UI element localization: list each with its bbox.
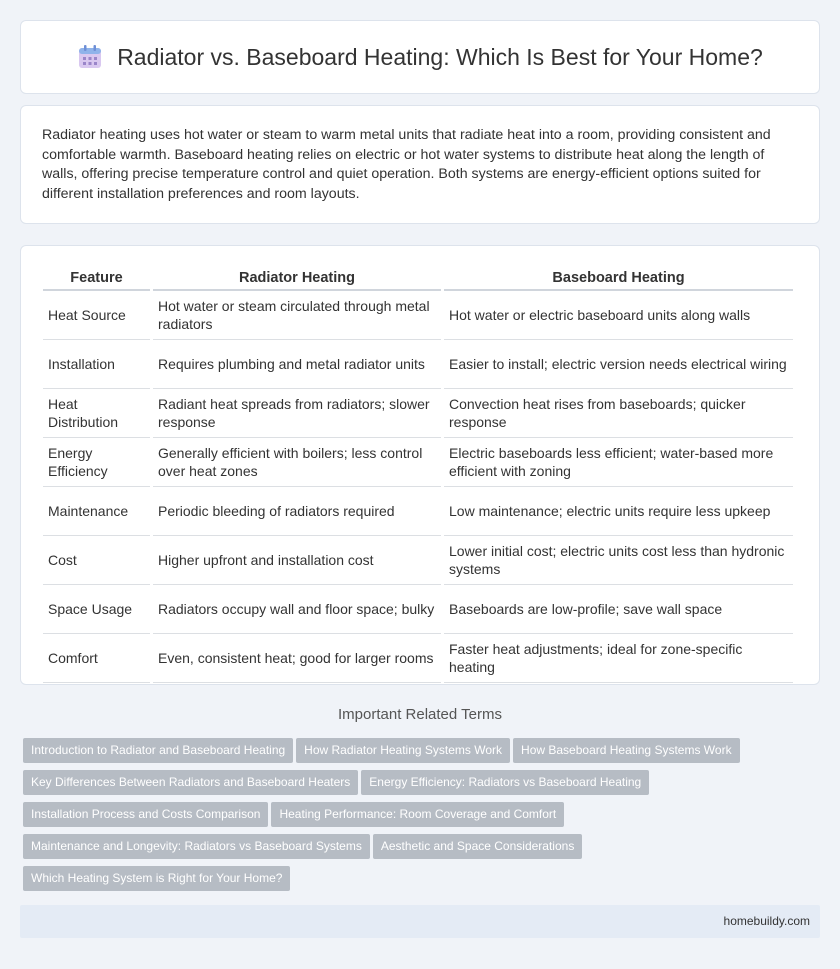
radiator-cell: Periodic bleeding of radiators required	[153, 487, 441, 536]
feature-cell: Maintenance	[43, 487, 150, 536]
radiator-cell: Requires plumbing and metal radiator units	[153, 340, 441, 389]
radiator-cell: Even, consistent heat; good for larger rooms	[153, 634, 441, 683]
comparison-table	[40, 264, 796, 683]
baseboard-cell: Lower initial cost; electric units cost less than hydronic systems	[444, 536, 793, 585]
radiator-cell: Radiant heat spreads from radiators; slower response	[153, 389, 441, 438]
term-tag[interactable]: Aesthetic and Space Considerations	[373, 834, 582, 859]
radiator-cell: Radiators occupy wall and floor space; bulky	[153, 585, 441, 634]
term-tag[interactable]: Heating Performance: Room Coverage and Comfort	[271, 802, 564, 827]
related-terms-title: Important Related Terms	[338, 706, 502, 723]
table-row	[43, 536, 793, 585]
term-tag[interactable]: How Baseboard Heating Systems Work	[513, 738, 740, 763]
baseboard-cell: Baseboards are low-profile; save wall space	[444, 585, 793, 634]
title-card	[20, 20, 820, 94]
footer-site[interactable]: homebuildy.com	[723, 914, 810, 928]
feature-cell: Comfort	[43, 634, 150, 683]
radiator-cell: Hot water or steam circulated through metal radiators	[153, 291, 441, 340]
radiator-cell: Higher upfront and installation cost	[153, 536, 441, 585]
feature-cell: Heat Distribution	[43, 389, 150, 438]
baseboard-cell: Low maintenance; electric units require less upkeep	[444, 487, 793, 536]
term-tag[interactable]: Key Differences Between Radiators and Baseboard Heaters	[23, 770, 358, 795]
table-row	[43, 291, 793, 340]
feature-cell: Energy Efficiency	[43, 438, 150, 487]
table-row	[43, 438, 793, 487]
intro-text: Radiator heating uses hot water or steam to warm metal units that radiate heat into a room, providing consistent and comfortable warmth. Baseboard heating relies on electric or hot water systems to distribute heat along the length of walls, offering precise temperature control and quiet operation. Both systems are energy-efficient options suited for different installation preferences and room layouts.	[42, 127, 771, 202]
term-tag[interactable]: Installation Process and Costs Comparison	[23, 802, 268, 827]
feature-cell: Installation	[43, 340, 150, 389]
table-row	[43, 634, 793, 683]
comparison-card	[20, 245, 820, 685]
feature-cell: Heat Source	[43, 291, 150, 340]
radiator-cell: Generally efficient with boilers; less control over heat zones	[153, 438, 441, 487]
table-row	[43, 487, 793, 536]
feature-cell: Space Usage	[43, 585, 150, 634]
header-radiator: Radiator Heating	[153, 264, 441, 291]
baseboard-cell: Easier to install; electric version needs electrical wiring	[444, 340, 793, 389]
table-header-row	[43, 264, 793, 291]
baseboard-cell: Faster heat adjustments; ideal for zone-specific heating	[444, 634, 793, 683]
term-tag[interactable]: Energy Efficiency: Radiators vs Baseboard Heating	[361, 770, 649, 795]
baseboard-cell: Electric baseboards less efficient; water-based more efficient with zoning	[444, 438, 793, 487]
table-row	[43, 340, 793, 389]
footer	[20, 905, 820, 938]
calendar-icon	[77, 44, 103, 70]
term-tag[interactable]: Introduction to Radiator and Baseboard Heating	[23, 738, 293, 763]
header-feature: Feature	[43, 264, 150, 291]
table-row	[43, 389, 793, 438]
related-terms-list	[23, 738, 813, 898]
page-title: Radiator vs. Baseboard Heating: Which Is Best for Your Home?	[117, 43, 763, 70]
term-tag[interactable]: Maintenance and Longevity: Radiators vs Baseboard Systems	[23, 834, 370, 859]
header-baseboard: Baseboard Heating	[444, 264, 793, 291]
baseboard-cell: Hot water or electric baseboard units along walls	[444, 291, 793, 340]
intro-card	[20, 105, 820, 224]
feature-cell: Cost	[43, 536, 150, 585]
term-tag[interactable]: How Radiator Heating Systems Work	[296, 738, 510, 763]
term-tag[interactable]: Which Heating System is Right for Your Home?	[23, 866, 290, 891]
baseboard-cell: Convection heat rises from baseboards; quicker response	[444, 389, 793, 438]
table-row	[43, 585, 793, 634]
